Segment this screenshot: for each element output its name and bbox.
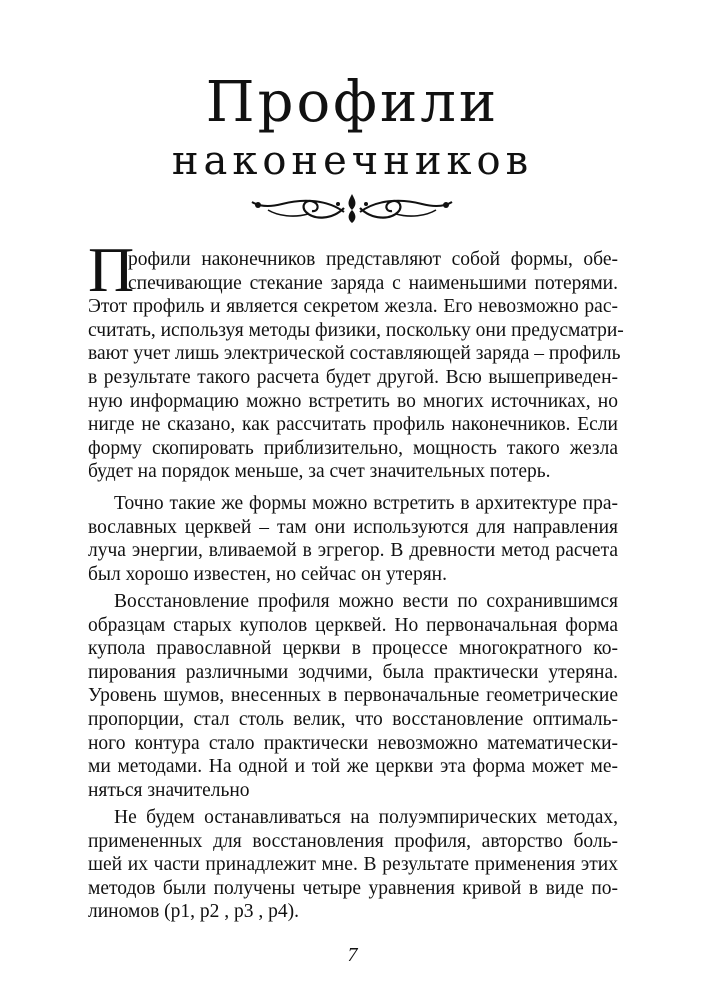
text-line: купола православной церкви в процессе многократного ко- bbox=[88, 638, 618, 660]
text-line: Этот профиль и является секретом жезла. Его невозможно рас- bbox=[88, 296, 618, 318]
text-line: методов были получены четыре уравнения кривой в виде по- bbox=[88, 877, 618, 899]
text-line: форму скопировать приблизительно, мощность такого жезла bbox=[88, 437, 618, 459]
paragraph-2 bbox=[88, 492, 618, 586]
text-line: линомов (p1, p2 , p3 , p4). bbox=[88, 901, 300, 923]
page-title-line1: Профили bbox=[205, 70, 500, 135]
text-line: пирования различными зодчими, была практически утеряна. bbox=[88, 661, 618, 683]
text-line: Не будем останавливаться на полуэмпирических методах, bbox=[114, 807, 618, 828]
text-line: ми методами. На одной и той же церкви эта форма может ме- bbox=[88, 756, 618, 778]
page-title-line2: наконечников bbox=[171, 138, 534, 184]
text-line: вают учет лишь электрической составляющей заряда – профиль bbox=[88, 343, 621, 365]
text-line: няться значительно bbox=[88, 779, 250, 801]
text-line: спечивающие стекание заряда с наименьшими потерями. bbox=[128, 272, 618, 294]
text-line: будет на порядок меньше, за счет значительных потерь. bbox=[88, 461, 551, 483]
text-line: рофили наконечников представляют собой формы, обе- bbox=[128, 249, 618, 270]
text-line: пропорции, стал столь велик, что восстановление оптималь- bbox=[88, 708, 618, 730]
text-line: считать, используя методы физики, поскольку они предусматри- bbox=[88, 319, 624, 341]
text-line: вославных церквей – там они используются для направления bbox=[88, 516, 618, 538]
text-line: луча энергии, вливаемой в эгрегор. В древности метод расчета bbox=[88, 540, 618, 562]
paragraph-4 bbox=[88, 806, 618, 924]
text-line: Точно такие же формы можно встретить в архитектуре пра- bbox=[114, 493, 618, 514]
paragraph-1 bbox=[88, 248, 624, 484]
text-line: нигде не сказано, как рассчитать профиль наконечников. Если bbox=[88, 414, 618, 436]
text-line: шей их части принадлежит мне. В результате применения этих bbox=[88, 854, 618, 876]
text-line: Уровень шумов, внесенных в первоначальные геометрические bbox=[88, 685, 618, 707]
page-number: 7 bbox=[347, 944, 358, 966]
ornament-flourish-icon bbox=[248, 190, 456, 226]
text-line: в результате такого расчета будет другой. Всю вышеприведен- bbox=[88, 366, 618, 388]
text-line: Восстановление профиля можно вести по сохранившимся bbox=[114, 591, 618, 612]
text-line: ного контура стало практически невозможно математически- bbox=[88, 732, 618, 754]
drop-cap: П bbox=[88, 234, 135, 305]
text-line: был хорошо известен, но сейчас он утерян. bbox=[88, 563, 447, 585]
text-line: ную информацию можно встретить во многих источниках, но bbox=[88, 390, 618, 412]
text-line: образцам старых куполов церквей. Но первоначальная форма bbox=[88, 614, 618, 636]
text-line: примененных для восстановления профиля, авторство боль- bbox=[88, 830, 618, 852]
paragraph-3 bbox=[88, 590, 618, 802]
